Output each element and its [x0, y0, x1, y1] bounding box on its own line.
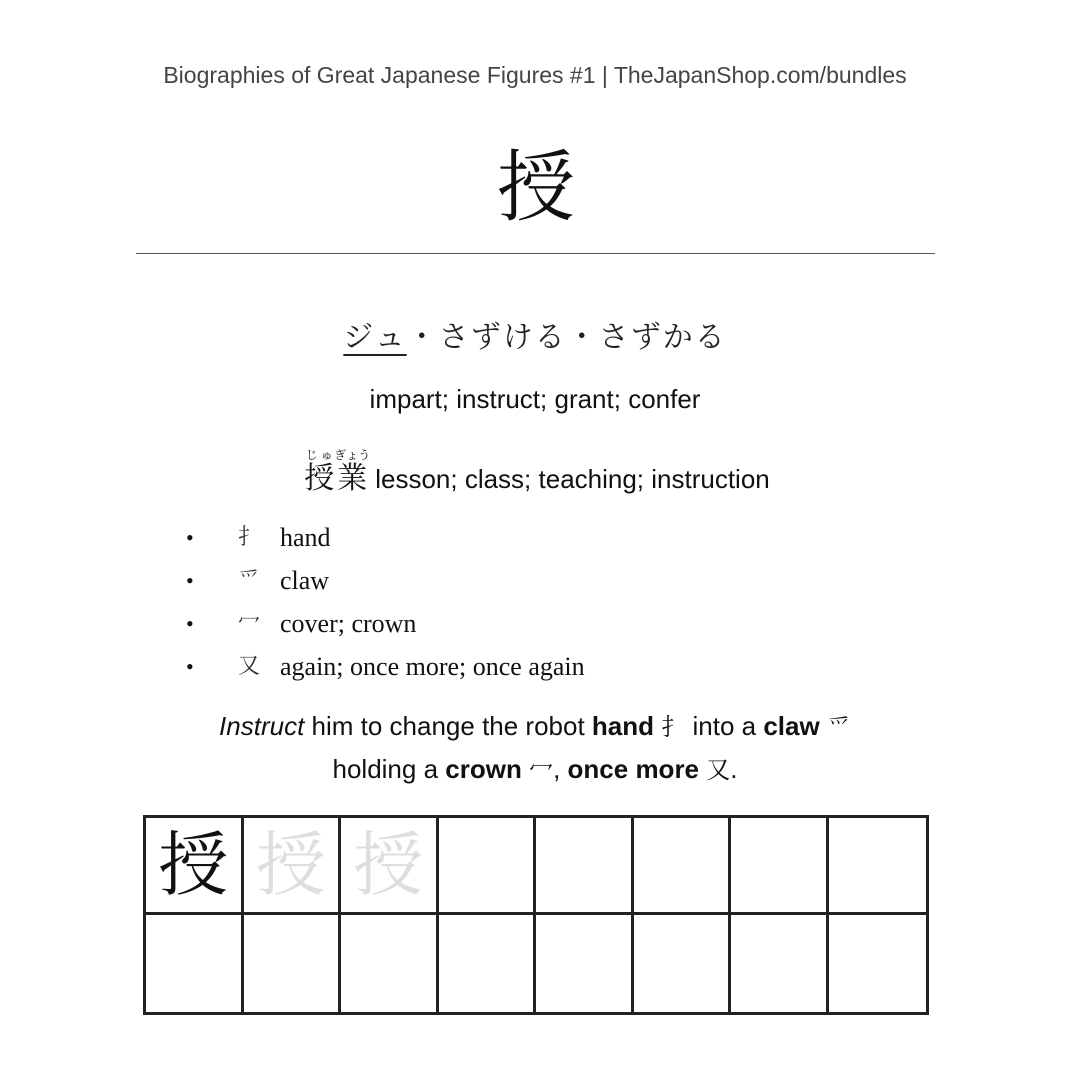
- compound-char-2: [334, 448, 371, 496]
- bullet: •: [186, 611, 194, 636]
- mnemonic-once-more: once more: [567, 754, 700, 784]
- again-radical: 又: [706, 756, 731, 784]
- practice-cell-empty[interactable]: [731, 818, 829, 915]
- list-item: [186, 516, 886, 559]
- mnemonic-segment: ,: [553, 754, 568, 784]
- claw-radical: 爫: [826, 713, 851, 741]
- kanji-title: 授: [496, 143, 575, 233]
- practice-cell-empty[interactable]: [829, 915, 927, 1012]
- hand-radical: 扌: [238, 525, 261, 550]
- practice-cell-trace[interactable]: 授: [244, 818, 342, 915]
- compound-kanji-1: 授: [304, 461, 335, 496]
- list-item: [186, 559, 886, 602]
- onyomi-reading: ジュ: [343, 320, 407, 355]
- mnemonic-segment: him to change the robot: [304, 711, 592, 741]
- list-item: [186, 602, 886, 645]
- furigana-1: じゅ: [304, 448, 335, 462]
- list-item: [186, 645, 886, 688]
- practice-cell-empty[interactable]: [439, 818, 537, 915]
- again-radical: 又: [238, 654, 261, 679]
- compound-kanji-2: 業: [334, 461, 371, 496]
- component-label: again; once more; once again: [280, 652, 585, 681]
- mnemonic-keyword: Instruct: [219, 711, 305, 741]
- compound-word: [0, 448, 1074, 497]
- practice-grid: [143, 815, 929, 1015]
- crown-radical: 冖: [529, 756, 554, 784]
- kunyomi-readings: ・さずける・さずかる: [406, 320, 727, 355]
- practice-cell-empty[interactable]: [146, 915, 244, 1012]
- practice-cell-empty[interactable]: [536, 818, 634, 915]
- mnemonic-hand: hand: [591, 711, 655, 741]
- mnemonic-claw: claw: [763, 711, 820, 741]
- practice-cell-solid[interactable]: 授: [146, 818, 244, 915]
- practice-cell-empty[interactable]: [439, 915, 537, 1012]
- cover-radical: 冖: [238, 611, 261, 636]
- divider-line: [136, 253, 935, 254]
- hand-radical: 扌: [661, 713, 686, 741]
- bullet: •: [186, 654, 194, 679]
- mnemonic-crown: crown: [445, 754, 522, 784]
- compound-char-1: [304, 448, 335, 496]
- component-label: hand: [280, 523, 331, 552]
- practice-cell-empty[interactable]: [731, 915, 829, 1012]
- practice-cell-empty[interactable]: [341, 915, 439, 1012]
- practice-cell-empty[interactable]: [634, 915, 732, 1012]
- component-label: claw: [280, 566, 330, 595]
- claw-radical: 爫: [238, 568, 261, 593]
- practice-cell-empty[interactable]: [634, 818, 732, 915]
- mnemonic-segment: .: [730, 754, 738, 784]
- bullet: •: [186, 525, 194, 550]
- compound-gloss: lesson; class; teaching; instruction: [375, 464, 770, 494]
- practice-cell-empty[interactable]: [536, 915, 634, 1012]
- component-label: cover; crown: [280, 609, 417, 638]
- practice-cell-empty[interactable]: [829, 818, 927, 915]
- kanji-readings: [0, 312, 1070, 356]
- component-list: [186, 516, 886, 688]
- practice-cell-trace[interactable]: 授: [341, 818, 439, 915]
- mnemonic-segment: holding a: [332, 754, 446, 784]
- mnemonic-segment: into a: [685, 711, 764, 741]
- bullet: •: [186, 568, 194, 593]
- kanji-meaning: impart; instruct; grant; confer: [369, 384, 701, 414]
- page-header: Biographies of Great Japanese Figures #1 | TheJapanShop.com/bundles: [163, 62, 907, 88]
- furigana-2: ぎょう: [334, 448, 371, 462]
- mnemonic-text: [150, 705, 920, 791]
- practice-cell-empty[interactable]: [244, 915, 342, 1012]
